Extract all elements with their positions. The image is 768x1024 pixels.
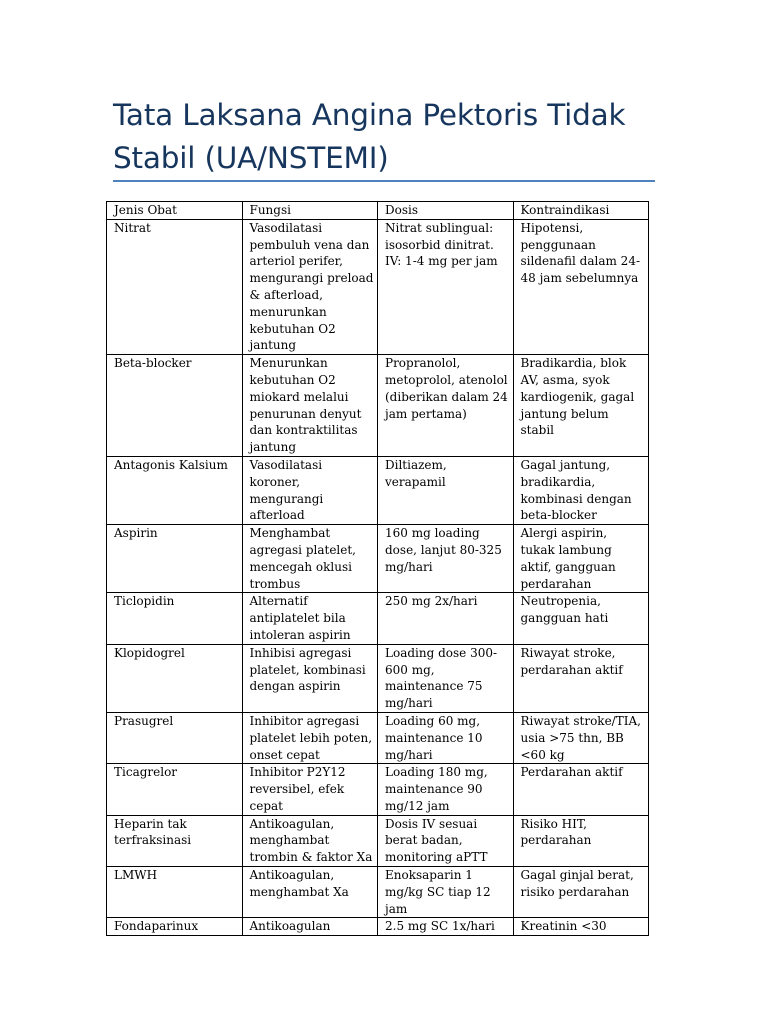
cell-kontraindikasi: Riwayat stroke, perdarahan aktif	[513, 644, 649, 712]
header-cell-dosis: Dosis	[378, 202, 514, 220]
cell-kontraindikasi: Risiko HIT, perdarahan	[513, 815, 649, 866]
header-cell-fungsi: Fungsi	[242, 202, 378, 220]
cell-dosis: 2.5 mg SC 1x/hari	[378, 918, 514, 936]
cell-jenis-obat: Klopidogrel	[107, 644, 243, 712]
cell-fungsi: Antikoagulan, menghambat trombin & faktor Xa	[242, 815, 378, 866]
cell-dosis: Diltiazem, verapamil	[378, 456, 514, 524]
table-row	[107, 525, 649, 593]
cell-dosis: 250 mg 2x/hari	[378, 593, 514, 644]
cell-kontraindikasi: Hipotensi, penggunaan sildenafil dalam 24-48 jam sebelumnya	[513, 219, 649, 354]
cell-kontraindikasi: Perdarahan aktif	[513, 764, 649, 815]
document-title: Tata Laksana Angina Pektoris Tidak Stabil (UA/NSTEMI)	[113, 98, 626, 175]
cell-dosis: Loading dose 300-600 mg, maintenance 75 mg/hari	[378, 644, 514, 712]
cell-dosis: Loading 60 mg, maintenance 10 mg/hari	[378, 712, 514, 763]
table-row	[107, 764, 649, 815]
table-row	[107, 867, 649, 918]
cell-jenis-obat: Heparin tak terfraksinasi	[107, 815, 243, 866]
table-body	[107, 202, 649, 936]
table-row	[107, 712, 649, 763]
cell-dosis: Enoksaparin 1 mg/kg SC tiap 12 jam	[378, 867, 514, 918]
cell-dosis: 160 mg loading dose, lanjut 80-325 mg/hari	[378, 525, 514, 593]
table-row	[107, 815, 649, 866]
cell-jenis-obat: Beta-blocker	[107, 355, 243, 457]
cell-fungsi: Menghambat agregasi platelet, mencegah oklusi trombus	[242, 525, 378, 593]
table-header-row	[107, 202, 649, 220]
cell-kontraindikasi: Bradikardia, blok AV, asma, syok kardiogenik, gagal jantung belum stabil	[513, 355, 649, 457]
cell-kontraindikasi: Neutropenia, gangguan hati	[513, 593, 649, 644]
cell-fungsi: Vasodilatasi koroner, mengurangi afterload	[242, 456, 378, 524]
cell-jenis-obat: Antagonis Kalsium	[107, 456, 243, 524]
cell-fungsi: Alternatif antiplatelet bila intoleran aspirin	[242, 593, 378, 644]
cell-fungsi: Antikoagulan	[242, 918, 378, 936]
table-row	[107, 456, 649, 524]
cell-jenis-obat: Fondaparinux	[107, 918, 243, 936]
cell-kontraindikasi: Riwayat stroke/TIA, usia >75 thn, BB <60 kg	[513, 712, 649, 763]
cell-jenis-obat: LMWH	[107, 867, 243, 918]
cell-dosis: Propranolol, metoprolol, atenolol (diberikan dalam 24 jam pertama)	[378, 355, 514, 457]
cell-kontraindikasi: Kreatinin <30	[513, 918, 649, 936]
table-row	[107, 918, 649, 936]
table-row	[107, 644, 649, 712]
cell-jenis-obat: Ticagrelor	[107, 764, 243, 815]
table-row	[107, 355, 649, 457]
table-row	[107, 593, 649, 644]
header-cell-kontraindikasi: Kontraindikasi	[513, 202, 649, 220]
cell-jenis-obat: Prasugrel	[107, 712, 243, 763]
title-underline	[113, 180, 655, 182]
header-cell-jenis-obat: Jenis Obat	[107, 202, 243, 220]
table-row	[107, 219, 649, 354]
cell-dosis: Nitrat sublingual: isosorbid dinitrat. IV: 1-4 mg per jam	[378, 219, 514, 354]
cell-fungsi: Vasodilatasi pembuluh vena dan arteriol perifer, mengurangi preload & afterload, menurunkan kebutuhan O2 jantung	[242, 219, 378, 354]
cell-fungsi: Menurunkan kebutuhan O2 miokard melalui penurunan denyut dan kontraktilitas jantung	[242, 355, 378, 457]
cell-fungsi: Inhibitor P2Y12 reversibel, efek cepat	[242, 764, 378, 815]
cell-kontraindikasi: Gagal ginjal berat, risiko perdarahan	[513, 867, 649, 918]
cell-jenis-obat: Aspirin	[107, 525, 243, 593]
drug-table	[106, 201, 649, 936]
cell-dosis: Loading 180 mg, maintenance 90 mg/12 jam	[378, 764, 514, 815]
cell-dosis: Dosis IV sesuai berat badan, monitoring aPTT	[378, 815, 514, 866]
cell-fungsi: Inhibisi agregasi platelet, kombinasi dengan aspirin	[242, 644, 378, 712]
cell-jenis-obat: Ticlopidin	[107, 593, 243, 644]
cell-fungsi: Antikoagulan, menghambat Xa	[242, 867, 378, 918]
cell-kontraindikasi: Alergi aspirin, tukak lambung aktif, gangguan perdarahan	[513, 525, 649, 593]
cell-jenis-obat: Nitrat	[107, 219, 243, 354]
cell-fungsi: Inhibitor agregasi platelet lebih poten, onset cepat	[242, 712, 378, 763]
cell-kontraindikasi: Gagal jantung, bradikardia, kombinasi dengan beta-blocker	[513, 456, 649, 524]
